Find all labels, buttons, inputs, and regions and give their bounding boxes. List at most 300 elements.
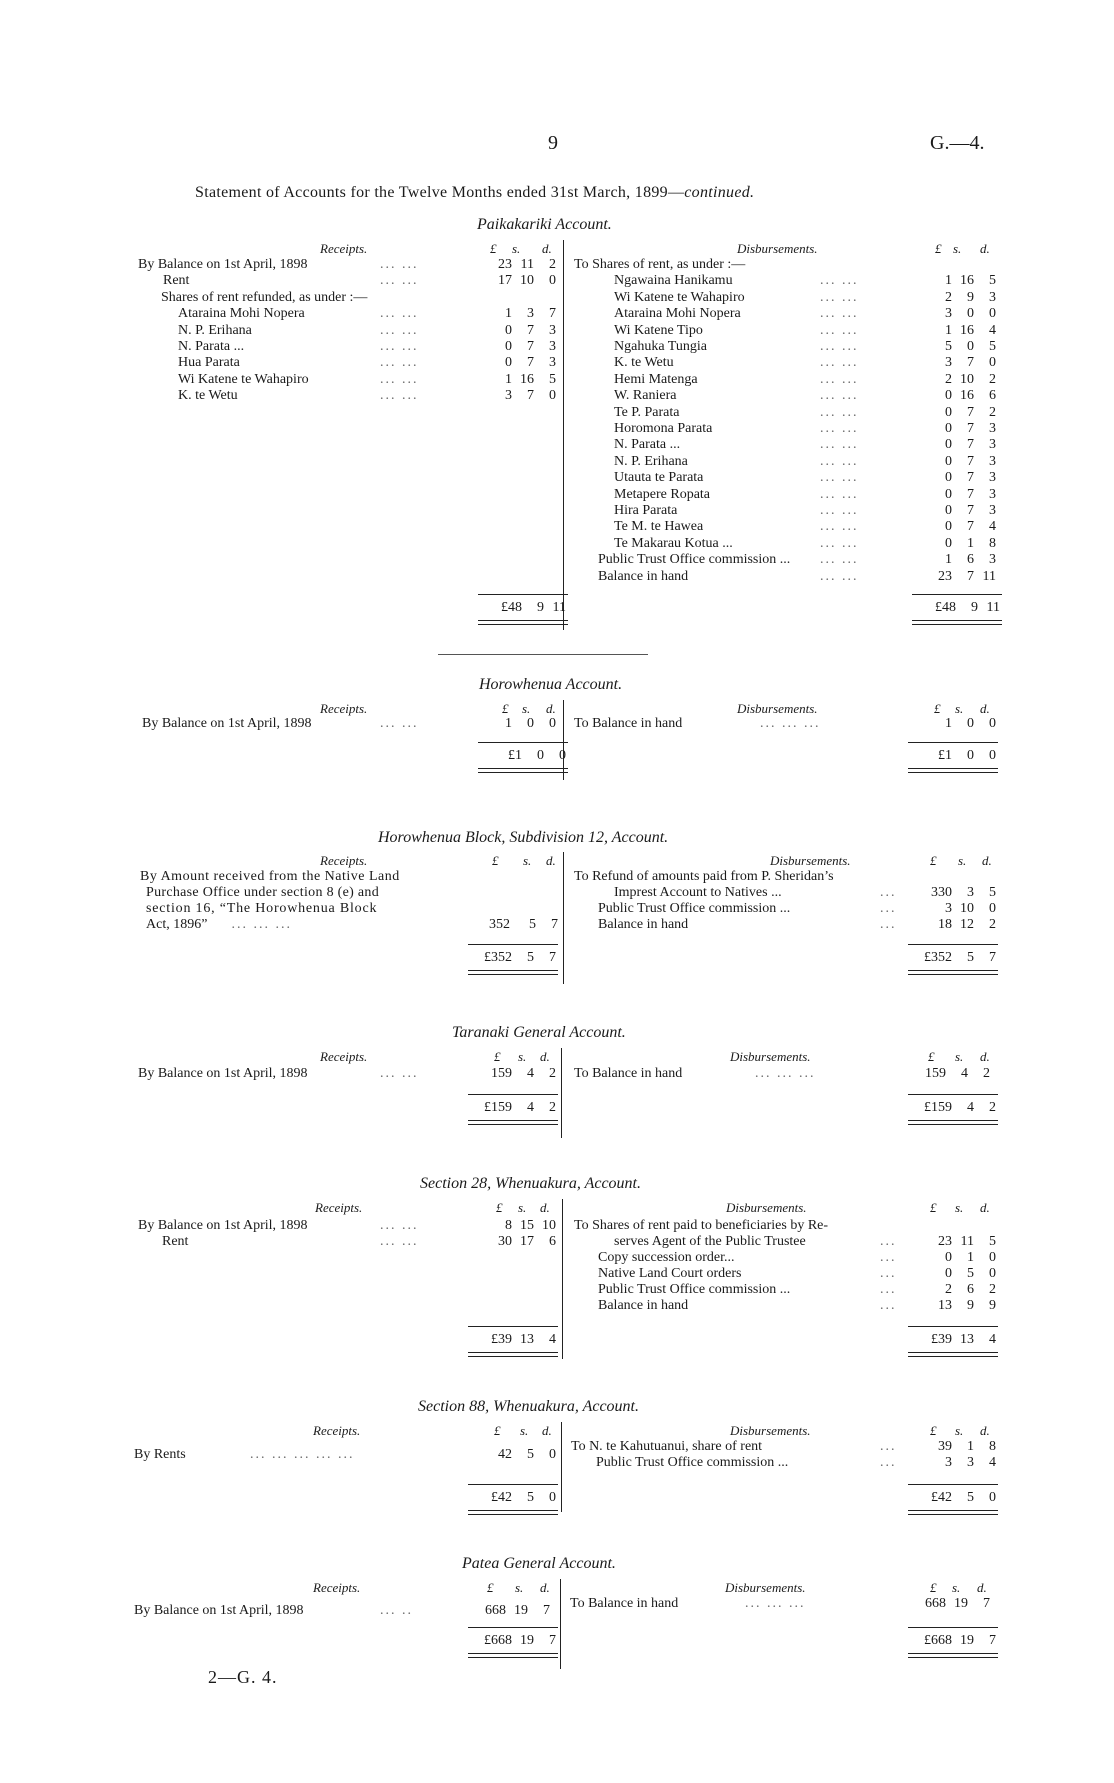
total-rule [908, 742, 998, 743]
ledger-item: Native Land Court orders [598, 1266, 742, 1281]
leader-dots: ... ... [820, 355, 859, 371]
ledger-item: Public Trust Office commission ... [598, 552, 791, 568]
amount-pence: 4 [989, 322, 996, 338]
amount-pence: 5 [549, 371, 556, 387]
amount-pence: 11 [982, 568, 996, 584]
amount-shillings: 7 [967, 453, 974, 469]
amount-pence: 2 [989, 404, 996, 420]
leader-dots: ... ... [820, 388, 859, 404]
leader-dots: ... [880, 885, 897, 900]
leader-dots: ... ... [820, 371, 859, 387]
account-title: Horowhenua Block, Subdivision 12, Account. [378, 829, 669, 846]
total-double-rule [908, 970, 998, 975]
leader-dots: ... ... [820, 421, 859, 436]
leader-dots: ... [880, 1298, 897, 1313]
amount-pence: 0 [549, 388, 556, 404]
ledger-item: Ataraina Mohi Nopera [614, 306, 741, 322]
receipts-heading: Receipts. [313, 1423, 361, 1438]
total-pounds: £668 [924, 1633, 952, 1648]
ledger-item: Imprest Account to Natives ... [614, 885, 782, 900]
amount-shillings: 7 [527, 339, 534, 354]
total-double-rule [468, 1510, 558, 1515]
amount-shillings: 0 [967, 339, 974, 354]
amount-pence: 0 [989, 1266, 996, 1281]
amount-pounds: 23 [938, 568, 952, 584]
amount-pence: 4 [989, 1455, 996, 1470]
total-pence: 7 [549, 1633, 556, 1648]
amount-pounds: 42 [498, 1447, 512, 1462]
amount-pounds: 3 [505, 388, 512, 404]
amount-shillings: 10 [520, 273, 534, 289]
leader-dots: ... ... [820, 519, 859, 535]
total-shillings: 19 [520, 1633, 534, 1648]
amount-shillings: 7 [967, 486, 974, 502]
total-double-rule [908, 1120, 998, 1125]
total-pounds: £48 [501, 600, 522, 615]
shilling-heading: s. [518, 1200, 527, 1215]
ledger-item: N. Parata ... [178, 339, 245, 354]
shilling-heading: s. [958, 853, 967, 868]
leader-dots: ... ... [820, 470, 859, 486]
total-double-rule [468, 1352, 558, 1357]
pence-heading: d. [980, 1200, 990, 1215]
column-divider [563, 240, 564, 630]
amount-shillings: 16 [960, 388, 974, 404]
amount-pounds: 1 [945, 552, 952, 568]
leader-dots: ... ... [380, 322, 419, 338]
leader-dots: ... ... [380, 371, 419, 387]
amount-pounds: 13 [938, 1298, 952, 1313]
amount-shillings: 6 [967, 552, 974, 568]
leader-dots: ... [880, 1439, 897, 1454]
disbursements-heading: Disbursements. [726, 1200, 807, 1215]
leader-dots: ... ... [820, 535, 859, 551]
total-shillings: 9 [537, 600, 544, 615]
total-pounds: £159 [924, 1100, 952, 1115]
amount-pounds: 0 [945, 437, 952, 453]
total-pounds: £42 [491, 1490, 512, 1505]
ledger-item: Ataraina Mohi Nopera [178, 306, 305, 322]
total-pounds: £1 [938, 748, 952, 763]
amount-shillings: 10 [960, 901, 974, 916]
total-double-rule [478, 768, 568, 773]
amount-pounds: 0 [945, 453, 952, 469]
total-rule [478, 594, 568, 595]
leader-dots: ... ... [820, 322, 859, 338]
leader-dots: ... [880, 1266, 897, 1281]
pound-heading: £ [930, 1423, 937, 1438]
leader-dots: ... ... [380, 1234, 419, 1249]
statement-title-main: Statement of Accounts for the Twelve Months ended 31st March, 1899— [195, 184, 685, 201]
leader-dots: ... ... [380, 257, 419, 272]
leader-dots: ... ... [380, 716, 419, 731]
ledger-item: W. Raniera [614, 388, 677, 404]
receipt-line: section 16, “The Horowhenua Block [146, 901, 378, 916]
total-rule [468, 944, 558, 945]
amount-shillings: 17 [520, 1234, 534, 1249]
amount-pounds: 0 [945, 486, 952, 502]
total-double-rule [912, 620, 1002, 625]
total-rule [468, 1094, 558, 1095]
leader-dots: ... [880, 901, 897, 916]
amount-pence: 7 [549, 306, 556, 322]
amount-pounds: 39 [938, 1439, 952, 1454]
amount-pence: 0 [549, 1447, 556, 1462]
shilling-heading: s. [522, 701, 531, 716]
statement-title [195, 184, 754, 202]
ledger-item: K. te Wetu [614, 355, 674, 371]
receipts-heading: Receipts. [320, 241, 368, 256]
total-pence: 11 [552, 600, 566, 615]
amount-pounds: 0 [505, 339, 512, 354]
shilling-heading: s. [512, 241, 521, 256]
total-shillings: 5 [967, 950, 974, 965]
total-pounds: £42 [931, 1490, 952, 1505]
pence-heading: d. [542, 1423, 552, 1438]
total-shillings: 5 [527, 1490, 534, 1505]
total-rule [908, 944, 998, 945]
pound-heading: £ [487, 1580, 494, 1595]
disbursements-heading: Disbursements. [770, 853, 851, 868]
amount-pence: 2 [989, 371, 996, 387]
ledger-item: Balance in hand [598, 568, 689, 584]
amount-pence: 9 [989, 1298, 996, 1313]
total-rule [908, 1326, 998, 1327]
amount-pence: 0 [989, 355, 996, 371]
pound-heading: £ [930, 853, 937, 868]
amount-pounds: 2 [945, 1282, 952, 1297]
statement-title-continued: continued. [684, 184, 755, 201]
ledger-item: Public Trust Office commission ... [598, 901, 791, 916]
leader-dots: ... ... [820, 289, 859, 305]
leader-dots: ... ... ... [745, 1596, 806, 1611]
pence-heading: d. [977, 1580, 987, 1595]
leader-dots: ... ... [820, 437, 859, 453]
shilling-heading: s. [515, 1580, 524, 1595]
pound-heading: £ [494, 1423, 501, 1438]
amount-shillings: 7 [527, 388, 534, 404]
amount-shillings: 4 [527, 1066, 534, 1081]
amount-pence: 0 [989, 716, 996, 731]
amount-shillings: 1 [967, 1439, 974, 1454]
shilling-heading: s. [955, 1423, 964, 1438]
total-shillings: 0 [967, 748, 974, 763]
account-title: Paikakariki Account. [477, 216, 612, 233]
pound-heading: £ [492, 853, 499, 868]
ledger-item: Copy succession order... [598, 1250, 735, 1265]
amount-pounds: 1 [505, 371, 512, 387]
amount-shillings: 7 [527, 355, 534, 371]
amount-pence: 5 [989, 885, 996, 900]
total-shillings: 19 [960, 1633, 974, 1648]
total-double-rule [478, 620, 568, 625]
amount-shillings: 7 [527, 322, 534, 338]
ledger-item: To Balance in hand [574, 1066, 683, 1081]
leader-dots: ... ... [380, 355, 419, 371]
leader-dots: ... ... [820, 339, 859, 354]
ledger-item: Ngahuka Tungia [614, 339, 707, 354]
amount-pence: 2 [989, 1282, 996, 1297]
amount-pounds: 8 [505, 1218, 512, 1233]
amount-shillings: 16 [960, 273, 974, 289]
amount-pence: 3 [549, 322, 556, 338]
disbursements-heading: Disbursements. [725, 1580, 806, 1595]
ledger-item: Metapere Ropata [614, 486, 711, 502]
ledger-item: Rent [162, 1234, 189, 1249]
amount-pence: 3 [989, 421, 996, 436]
amount-pence: 5 [989, 273, 996, 289]
amount-pounds: 0 [945, 503, 952, 518]
amount-shillings: 11 [960, 1234, 974, 1249]
amount-pounds: 159 [925, 1066, 946, 1081]
total-shillings: 9 [971, 600, 978, 615]
amount-pounds: 3 [945, 306, 952, 322]
disbursements-heading: Disbursements. [730, 1049, 811, 1064]
account-title: Patea General Account. [462, 1555, 616, 1572]
amount-pounds: 3 [945, 1455, 952, 1470]
total-pence: 4 [549, 1332, 556, 1347]
shilling-heading: s. [523, 853, 532, 868]
amount-shillings: 5 [529, 917, 536, 932]
leader-dots: ... ... [380, 273, 419, 289]
account-title: Section 28, Whenuakura, Account. [420, 1175, 641, 1192]
amount-pounds: 3 [945, 901, 952, 916]
amount-shillings: 5 [527, 1447, 534, 1462]
amount-pence: 3 [989, 437, 996, 453]
total-pounds: £39 [491, 1332, 512, 1347]
ledger-item: Public Trust Office commission ... [596, 1455, 789, 1470]
amount-pounds: 17 [498, 273, 512, 289]
amount-pence: 7 [551, 917, 558, 932]
leader-dots: ... ... [820, 503, 859, 518]
amount-pounds: 1 [505, 716, 512, 731]
receipts-heading: Receipts. [320, 701, 368, 716]
receipt-line: By Amount received from the Native Land [140, 869, 400, 884]
leader-dots: ... ... ... [760, 716, 821, 731]
account-title: Taranaki General Account. [452, 1024, 626, 1041]
total-pence: 2 [549, 1100, 556, 1115]
amount-shillings: 11 [520, 257, 534, 272]
ledger-item: Hira Parata [614, 503, 678, 518]
total-shillings: 4 [967, 1100, 974, 1115]
amount-pence: 2 [989, 917, 996, 932]
total-pence: 0 [549, 1490, 556, 1505]
receipt-line: Purchase Office under section 8 (e) and [146, 885, 380, 900]
amount-shillings: 7 [967, 503, 974, 518]
amount-pence: 5 [989, 1234, 996, 1249]
pence-heading: d. [540, 1049, 550, 1064]
leader-dots: ... ... [820, 486, 859, 502]
receipts-heading: Receipts. [320, 1049, 368, 1064]
ledger-item: To Balance in hand [570, 1596, 679, 1611]
ledger-item: N. P. Erihana [178, 322, 252, 338]
total-double-rule [908, 1352, 998, 1357]
amount-shillings: 0 [967, 306, 974, 322]
column-divider [561, 1422, 562, 1512]
amount-pence: 10 [542, 1218, 556, 1233]
disbursements-heading: Disbursements. [737, 241, 818, 256]
amount-shillings: 9 [967, 289, 974, 305]
leader-dots: ... ... [820, 453, 859, 469]
receipt-line-text: Act, 1896” [146, 917, 208, 932]
leader-dots: ... ... [380, 1218, 419, 1233]
ledger-item: Wi Katene te Wahapiro [178, 371, 309, 387]
amount-shillings: 7 [967, 470, 974, 486]
amount-shillings: 7 [967, 437, 974, 453]
pence-heading: d. [980, 701, 990, 716]
total-pence: 0 [989, 748, 996, 763]
amount-pounds: 0 [945, 1266, 952, 1281]
disbursements-heading: Disbursements. [730, 1423, 811, 1438]
shilling-heading: s. [955, 1049, 964, 1064]
pence-heading: d. [980, 241, 990, 256]
ledger-item: Horomona Parata [614, 421, 713, 436]
amount-pounds: 2 [945, 289, 952, 305]
amount-pounds: 668 [485, 1603, 506, 1618]
total-rule [912, 594, 1002, 595]
ledger-item: Utauta te Parata [614, 470, 704, 486]
total-pence: 7 [989, 1633, 996, 1648]
amount-shillings: 4 [961, 1066, 968, 1081]
amount-pounds: 159 [491, 1066, 512, 1081]
amount-pence: 3 [549, 339, 556, 354]
shilling-heading: s. [955, 1200, 964, 1215]
amount-pounds: 0 [945, 388, 952, 404]
amount-pounds: 0 [505, 322, 512, 338]
amount-shillings: 1 [967, 1250, 974, 1265]
total-double-rule [468, 970, 558, 975]
amount-pounds: 1 [945, 273, 952, 289]
amount-shillings: 7 [967, 568, 974, 584]
amount-pence: 3 [989, 289, 996, 305]
total-pence: 0 [989, 1490, 996, 1505]
column-divider [560, 1579, 561, 1669]
amount-shillings: 0 [527, 716, 534, 731]
amount-pounds: 18 [938, 917, 952, 932]
amount-pence: 7 [983, 1596, 990, 1611]
ledger-item: K. te Wetu [178, 388, 238, 404]
amount-pence: 5 [989, 339, 996, 354]
pence-heading: d. [540, 1580, 550, 1595]
receipts-heading: Receipts. [320, 853, 368, 868]
receipts-heading: Receipts. [315, 1200, 363, 1215]
total-rule [908, 1484, 998, 1485]
ledger-item: Hua Parata [178, 355, 240, 371]
ledger-item: Ngawaina Hanikamu [614, 273, 733, 289]
amount-shillings: 7 [967, 421, 974, 436]
ledger-item: Shares of rent refunded, as under :— [161, 289, 368, 305]
total-pounds: £352 [484, 950, 512, 965]
pence-heading: d. [546, 701, 556, 716]
ledger-item: To Shares of rent paid to beneficiaries by Re- [574, 1218, 829, 1233]
shilling-heading: s. [518, 1049, 527, 1064]
amount-shillings: 19 [514, 1603, 528, 1618]
amount-pounds: 1 [505, 306, 512, 322]
leader-dots: ... [880, 1282, 897, 1297]
pound-heading: £ [928, 1049, 935, 1064]
total-double-rule [908, 1510, 998, 1515]
leader-dots: ... ... [380, 306, 419, 322]
leader-dots: ... ... [380, 388, 419, 404]
amount-pence: 2 [549, 1066, 556, 1081]
amount-shillings: 6 [967, 1282, 974, 1297]
column-divider [561, 1048, 562, 1138]
amount-shillings: 5 [967, 1266, 974, 1281]
amount-pence: 2 [549, 257, 556, 272]
ledger-item: To Refund of amounts paid from P. Sheridan’s [574, 869, 834, 884]
ledger-item: Wi Katene Tipo [614, 322, 703, 338]
total-pounds: £1 [508, 748, 522, 763]
ledger-item: Te M. te Hawea [614, 519, 704, 535]
amount-shillings: 19 [954, 1596, 968, 1611]
total-pounds: £352 [924, 950, 952, 965]
amount-shillings: 3 [967, 885, 974, 900]
leader-dots: ... [880, 1250, 897, 1265]
leader-dots: ... ... ... [755, 1066, 816, 1081]
total-double-rule [468, 1653, 558, 1658]
amount-shillings: 7 [967, 404, 974, 420]
amount-pence: 7 [543, 1603, 550, 1618]
leader-dots: ... ... [380, 1066, 419, 1081]
leader-dots: ... ... ... ... ... [250, 1447, 355, 1462]
amount-pounds: 0 [945, 421, 952, 436]
amount-shillings: 15 [520, 1218, 534, 1233]
pound-heading: £ [934, 701, 941, 716]
ledger-item: By Balance on 1st April, 1898 [138, 257, 308, 272]
total-rule [478, 742, 568, 743]
total-pounds: £48 [935, 600, 956, 615]
total-pounds: £39 [931, 1332, 952, 1347]
amount-pounds: 2 [945, 371, 952, 387]
account-title: Section 88, Whenuakura, Account. [418, 1398, 639, 1415]
ledger-item: By Balance on 1st April, 1898 [138, 1066, 308, 1081]
ledger-item: To N. te Kahutuanui, share of rent [571, 1439, 763, 1454]
amount-pounds: 668 [925, 1596, 946, 1611]
amount-shillings: 16 [520, 371, 534, 387]
total-pence: 2 [989, 1100, 996, 1115]
amount-shillings: 3 [527, 306, 534, 322]
amount-pence: 8 [989, 1439, 996, 1454]
pence-heading: d. [546, 853, 556, 868]
amount-pence: 8 [989, 535, 996, 551]
amount-pence: 6 [549, 1234, 556, 1249]
ledger-item: Public Trust Office commission ... [598, 1282, 791, 1297]
amount-pence: 0 [549, 273, 556, 289]
leader-dots: ... [880, 917, 897, 932]
receipt-line: Act, 1896” ... ... ... [146, 917, 292, 932]
leader-dots: ... ... [820, 568, 859, 584]
total-shillings: 13 [520, 1332, 534, 1347]
ledger-item: By Balance on 1st April, 1898 [142, 716, 312, 731]
amount-shillings: 10 [960, 371, 974, 387]
amount-shillings: 12 [960, 917, 974, 932]
amount-pence: 3 [989, 470, 996, 486]
amount-pence: 0 [989, 306, 996, 322]
total-rule [908, 1627, 998, 1628]
leader-dots: ... ... [820, 404, 859, 420]
total-pence: 7 [989, 950, 996, 965]
pound-heading: £ [490, 241, 497, 256]
amount-pence: 3 [549, 355, 556, 371]
amount-pence: 4 [989, 519, 996, 535]
total-shillings: 4 [527, 1100, 534, 1115]
amount-shillings: 0 [967, 716, 974, 731]
amount-pounds: 1 [945, 322, 952, 338]
amount-pounds: 0 [945, 1250, 952, 1265]
amount-pounds: 23 [938, 1234, 952, 1249]
amount-shillings: 1 [967, 535, 974, 551]
ledger-item: Hemi Matenga [614, 371, 698, 387]
